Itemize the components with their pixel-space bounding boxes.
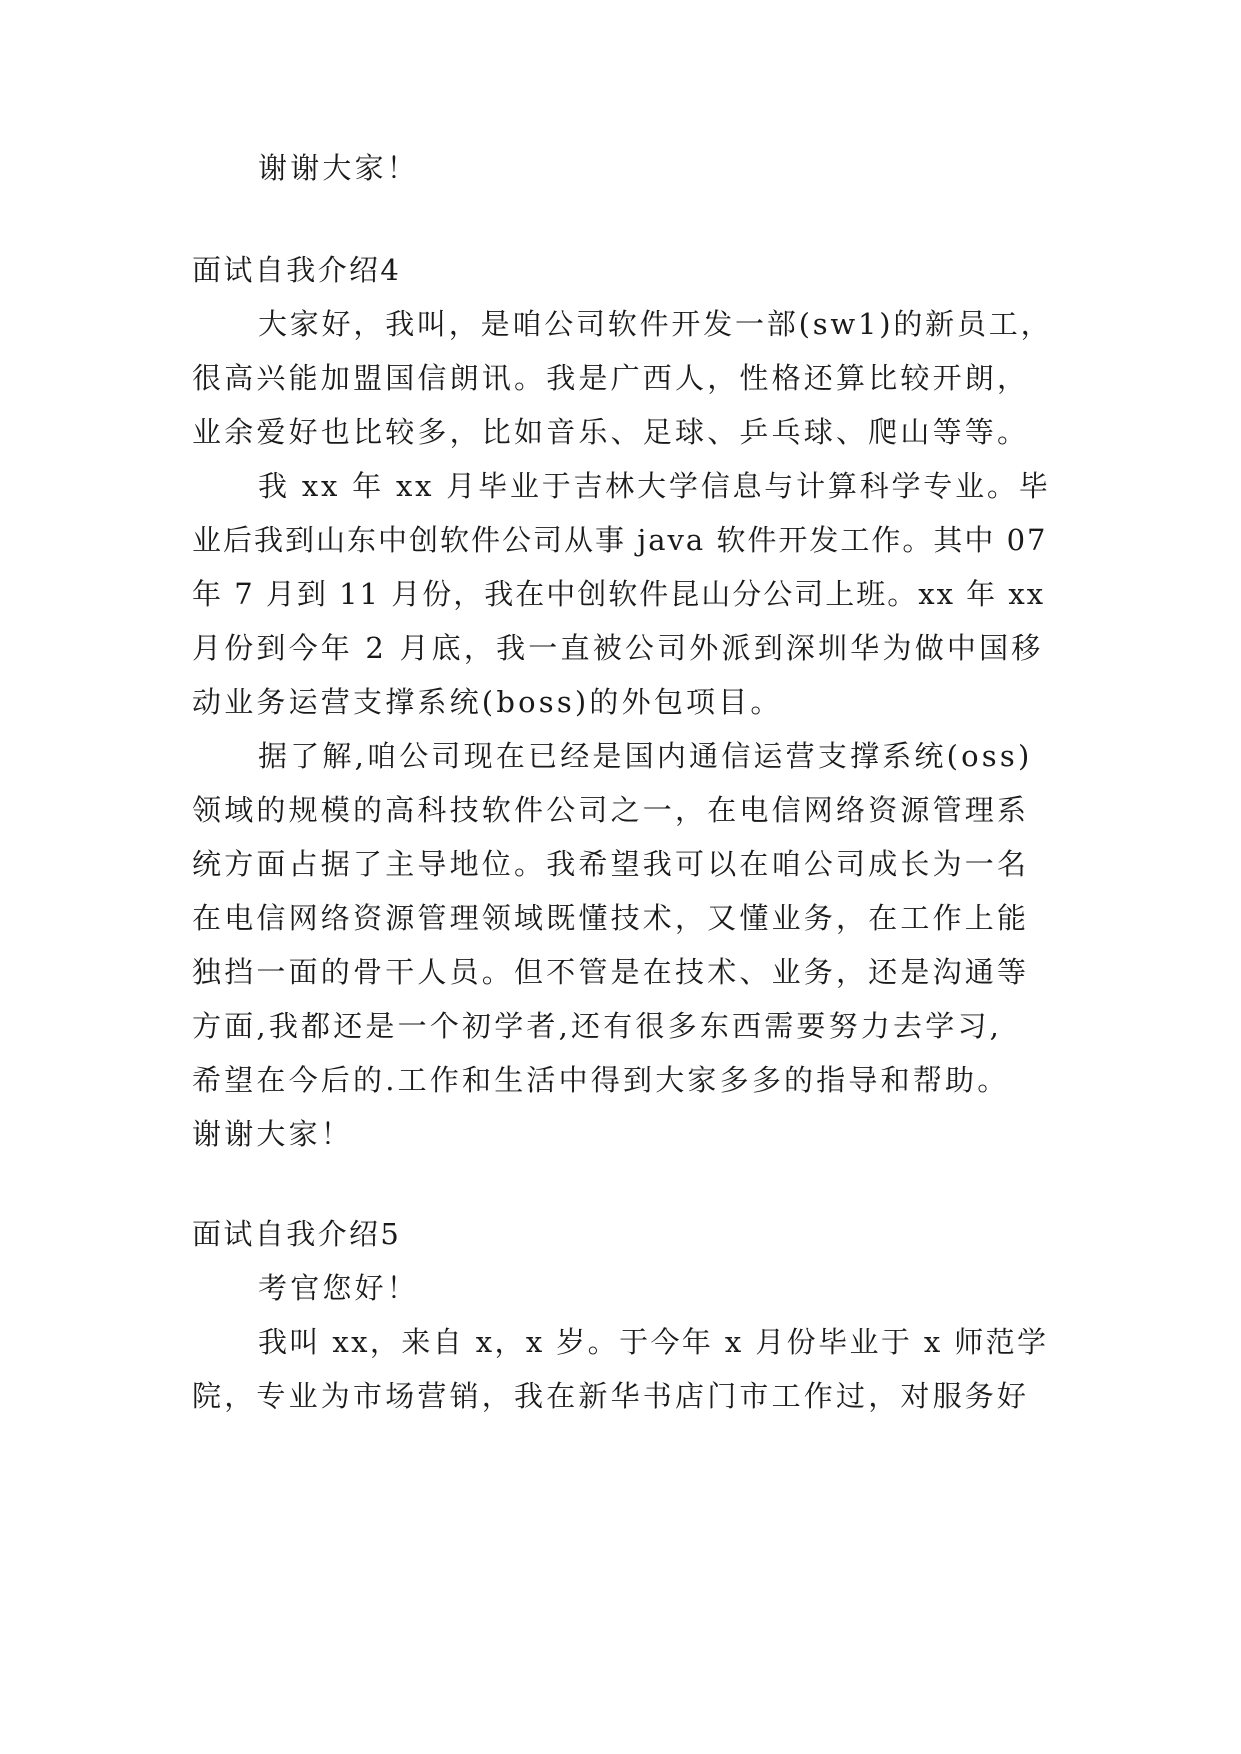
closing-text: 谢谢大家！ (192, 1117, 354, 1151)
paragraph-line: 业余爱好也比较多，比如音乐、足球、乒乓球、爬山等等。 (192, 415, 1030, 449)
paragraph-line: 领域的规模的高科技软件公司之一，在电信网络资源管理系 (192, 793, 1030, 827)
paragraph-line: 大家好，我叫，是咱公司软件开发一部(sw1)的新员工， (258, 307, 1053, 341)
paragraph-line: 统方面占据了主导地位。我希望我可以在咱公司成长为一名 (192, 847, 1030, 881)
section-heading: 面试自我介绍4 (192, 253, 402, 287)
paragraph-line: 据了解,咱公司现在已经是国内通信运营支撑系统(oss) (258, 739, 1033, 773)
paragraph-line: 年 7 月到 11 月份，我在中创软件昆山分公司上班。xx 年 xx (192, 577, 1046, 611)
paragraph-line: 动业务运营支撑系统(boss)的外包项目。 (192, 685, 783, 719)
paragraph-line: 我叫 xx，来自 x，x 岁。于今年 x 月份毕业于 x 师范学 (258, 1325, 1049, 1359)
paragraph-line: 月份到今年 2 月底，我一直被公司外派到深圳华为做中国移 (192, 631, 1044, 665)
paragraph-line: 业后我到山东中创软件公司从事 java 软件开发工作。其中 07 (192, 523, 1048, 557)
paragraph-line: 院，专业为市场营销，我在新华书店门市工作过，对服务好 (192, 1379, 1030, 1413)
paragraph-line: 我 xx 年 xx 月毕业于吉林大学信息与计算科学专业。毕 (258, 469, 1051, 503)
section-heading: 面试自我介绍5 (192, 1217, 402, 1251)
paragraph-line: 很高兴能加盟国信朗讯。我是广西人，性格还算比较开朗， (192, 361, 1030, 395)
paragraph-line: 方面,我都还是一个初学者,还有很多东西需要努力去学习, (192, 1009, 1003, 1043)
paragraph-line: 独挡一面的骨干人员。但不管是在技术、业务，还是沟通等 (192, 955, 1030, 989)
closing-text: 谢谢大家！ (258, 151, 420, 185)
paragraph-line: 考官您好！ (258, 1271, 420, 1305)
paragraph-line: 在电信网络资源管理领域既懂技术，又懂业务，在工作上能 (192, 901, 1030, 935)
paragraph-line: 希望在今后的.工作和生活中得到大家多多的指导和帮助。 (192, 1063, 1010, 1097)
